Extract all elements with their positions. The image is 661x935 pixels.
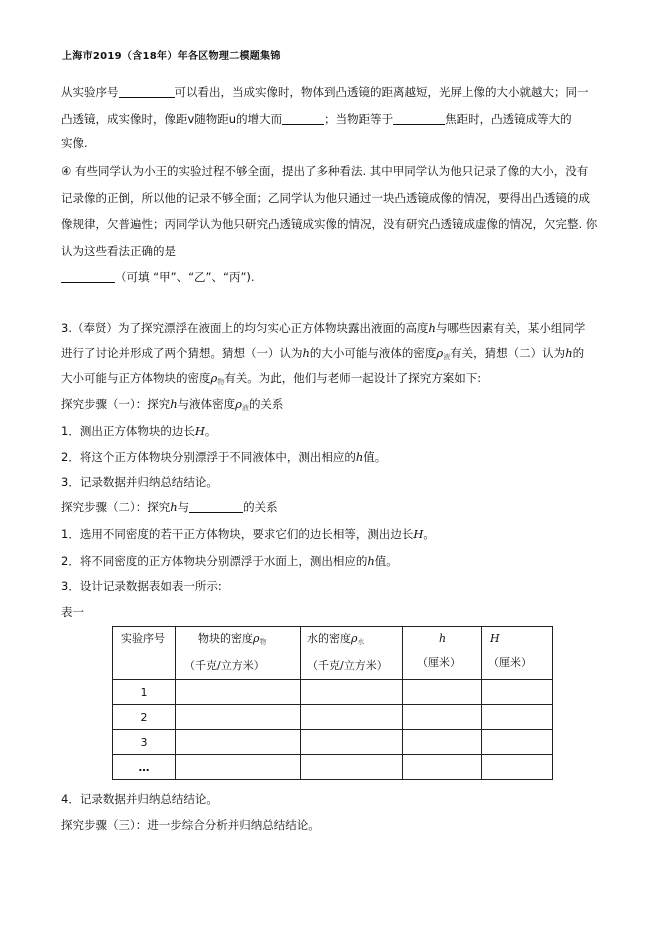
- subscript: 液: [241, 404, 249, 412]
- answer-blank[interactable]: [119, 85, 175, 98]
- para2-line3: 像规律，欠普遍性；丙同学认为他只研究凸透镜成实像的情况，没有研究凸透镜成虚像的情况，欠完整. 你: [61, 217, 598, 231]
- step3-title: 探究步骤（三）：进一步综合分析并归纳总结结论。: [61, 818, 320, 832]
- text: 与液体密度: [177, 397, 236, 411]
- symbol-h: h: [170, 397, 178, 411]
- text: 进行了讨论并形成了两个猜想。猜想（一）认为: [61, 346, 303, 360]
- para1-line1: [61, 84, 589, 100]
- step2-item3: 3．设计记录数据表如表一所示:: [61, 579, 222, 593]
- header-cell: 水的密度$\rho_水$ （千克/立方米）: [301, 627, 403, 680]
- text: 焦距时，凸透镜成等大的: [445, 112, 572, 126]
- text: 。: [423, 527, 435, 541]
- text: 的关系: [248, 397, 284, 411]
- symbol-rho: ρ: [210, 371, 218, 385]
- text: 与: [177, 500, 190, 514]
- text: 从实验序号: [61, 85, 119, 99]
- para1-line3: 实像.: [61, 136, 88, 150]
- text: 的: [572, 346, 585, 360]
- text: 凸透镜，成实像时，像距v随物距u的增大而: [61, 112, 283, 126]
- text: 可以看出，当成实像时，物体到凸透镜的距离越短，光屏上像的大小就越大；同一: [174, 85, 589, 99]
- step1-item3: 3．记录数据并归纳总结结论。: [61, 475, 218, 489]
- subscript: 液: [443, 353, 451, 361]
- table-caption: 表一: [61, 605, 84, 619]
- symbol-H: H: [194, 424, 205, 438]
- step1-item2: [61, 449, 386, 465]
- text: ；当物距等于: [324, 112, 394, 126]
- para2-line5: [61, 269, 255, 285]
- text: 2．将不同密度的正方体物块分别漂浮于水面上，测出相应的: [61, 554, 368, 568]
- q3-line3: [61, 370, 481, 390]
- step2-item4: 4．记录数据并归纳总结结论。: [61, 792, 218, 806]
- text: 1．选用不同密度的若干正方体物块，要求它们的边长相等，测出边长: [61, 527, 414, 541]
- answer-blank[interactable]: [61, 270, 115, 283]
- q3-line2: [61, 345, 584, 365]
- text: 的大小可能与液体的密度: [309, 346, 437, 360]
- text: 值。: [374, 554, 398, 568]
- row-index: …: [113, 755, 176, 780]
- subscript: 物: [217, 378, 225, 386]
- answer-blank[interactable]: [393, 112, 445, 125]
- header-cell: h （厘米）: [403, 627, 482, 680]
- row-index: 2: [113, 705, 176, 730]
- q3-line1: [61, 320, 585, 336]
- text: 大小可能与正方体物块的密度: [61, 371, 211, 385]
- symbol-H: H: [413, 527, 424, 541]
- data-table: [112, 626, 553, 780]
- text: 1．测出正方体物块的边长: [61, 424, 195, 438]
- text: 2．将这个正方体物块分别漂浮于不同液体中，测出相应的: [61, 450, 356, 464]
- row-index: 1: [113, 680, 176, 705]
- symbol-h: h: [355, 450, 364, 464]
- header-cell: 实验序号: [113, 627, 176, 680]
- step2-title: [61, 499, 278, 515]
- header-cell: 物块的密度$\rho_物$ （千克/立方米）: [176, 627, 301, 680]
- symbol-h: h: [170, 500, 178, 514]
- para1-line2: [61, 111, 572, 127]
- symbol-h: h: [428, 321, 436, 335]
- page-header: 上海市2019（含18年）年各区物理二模题集锦: [62, 51, 281, 62]
- text: 探究步骤（二）：探究: [61, 500, 171, 514]
- text: 有关，猜想（二）认为: [450, 346, 566, 360]
- table-row: [113, 680, 553, 705]
- symbol-rho: ρ: [436, 346, 444, 360]
- text: 与哪些因素有关，某小组同学: [435, 321, 586, 335]
- text: 有关。为此，他们与老师一起设计了探究方案如下:: [224, 371, 482, 385]
- step2-item1: [61, 526, 435, 542]
- text: 3.（奉贤）为了探究漂浮在液面上的均匀实心正方体物块露出液面的高度: [61, 321, 429, 335]
- table-header-row: [113, 627, 553, 680]
- text: 值。: [363, 450, 387, 464]
- text: 。: [204, 424, 217, 438]
- table-row: [113, 755, 553, 780]
- answer-blank[interactable]: [189, 500, 243, 513]
- answer-blank[interactable]: [282, 112, 324, 125]
- symbol-h: h: [565, 346, 573, 360]
- table-row: [113, 730, 553, 755]
- para2-line2: 记录像的正倒，所以他的记录不够全面；乙同学认为他只通过一块凸透镜成像的情况，要得出凸透镜的成: [61, 191, 590, 205]
- table-row: [113, 705, 553, 730]
- para2-line4: 认为这些看法正确的是: [61, 244, 176, 258]
- text: （可填 “甲”、“乙”、“丙”).: [115, 270, 255, 284]
- text: 的关系: [243, 500, 278, 514]
- header-cell: H （厘米）: [482, 627, 553, 680]
- symbol-h: h: [367, 554, 375, 568]
- text: 探究步骤（一）：探究: [61, 397, 171, 411]
- step1-title: [61, 396, 283, 416]
- row-index: 3: [113, 730, 176, 755]
- step2-item2: [61, 553, 398, 569]
- para2-line1: ④ 有些同学认为小王的实验过程不够全面，提出了多种看法. 其中甲同学认为他只记录了像的大小，没有: [61, 164, 589, 178]
- symbol-rho: ρ: [235, 397, 242, 411]
- step1-item1: [61, 423, 216, 439]
- symbol-h: h: [302, 346, 310, 360]
